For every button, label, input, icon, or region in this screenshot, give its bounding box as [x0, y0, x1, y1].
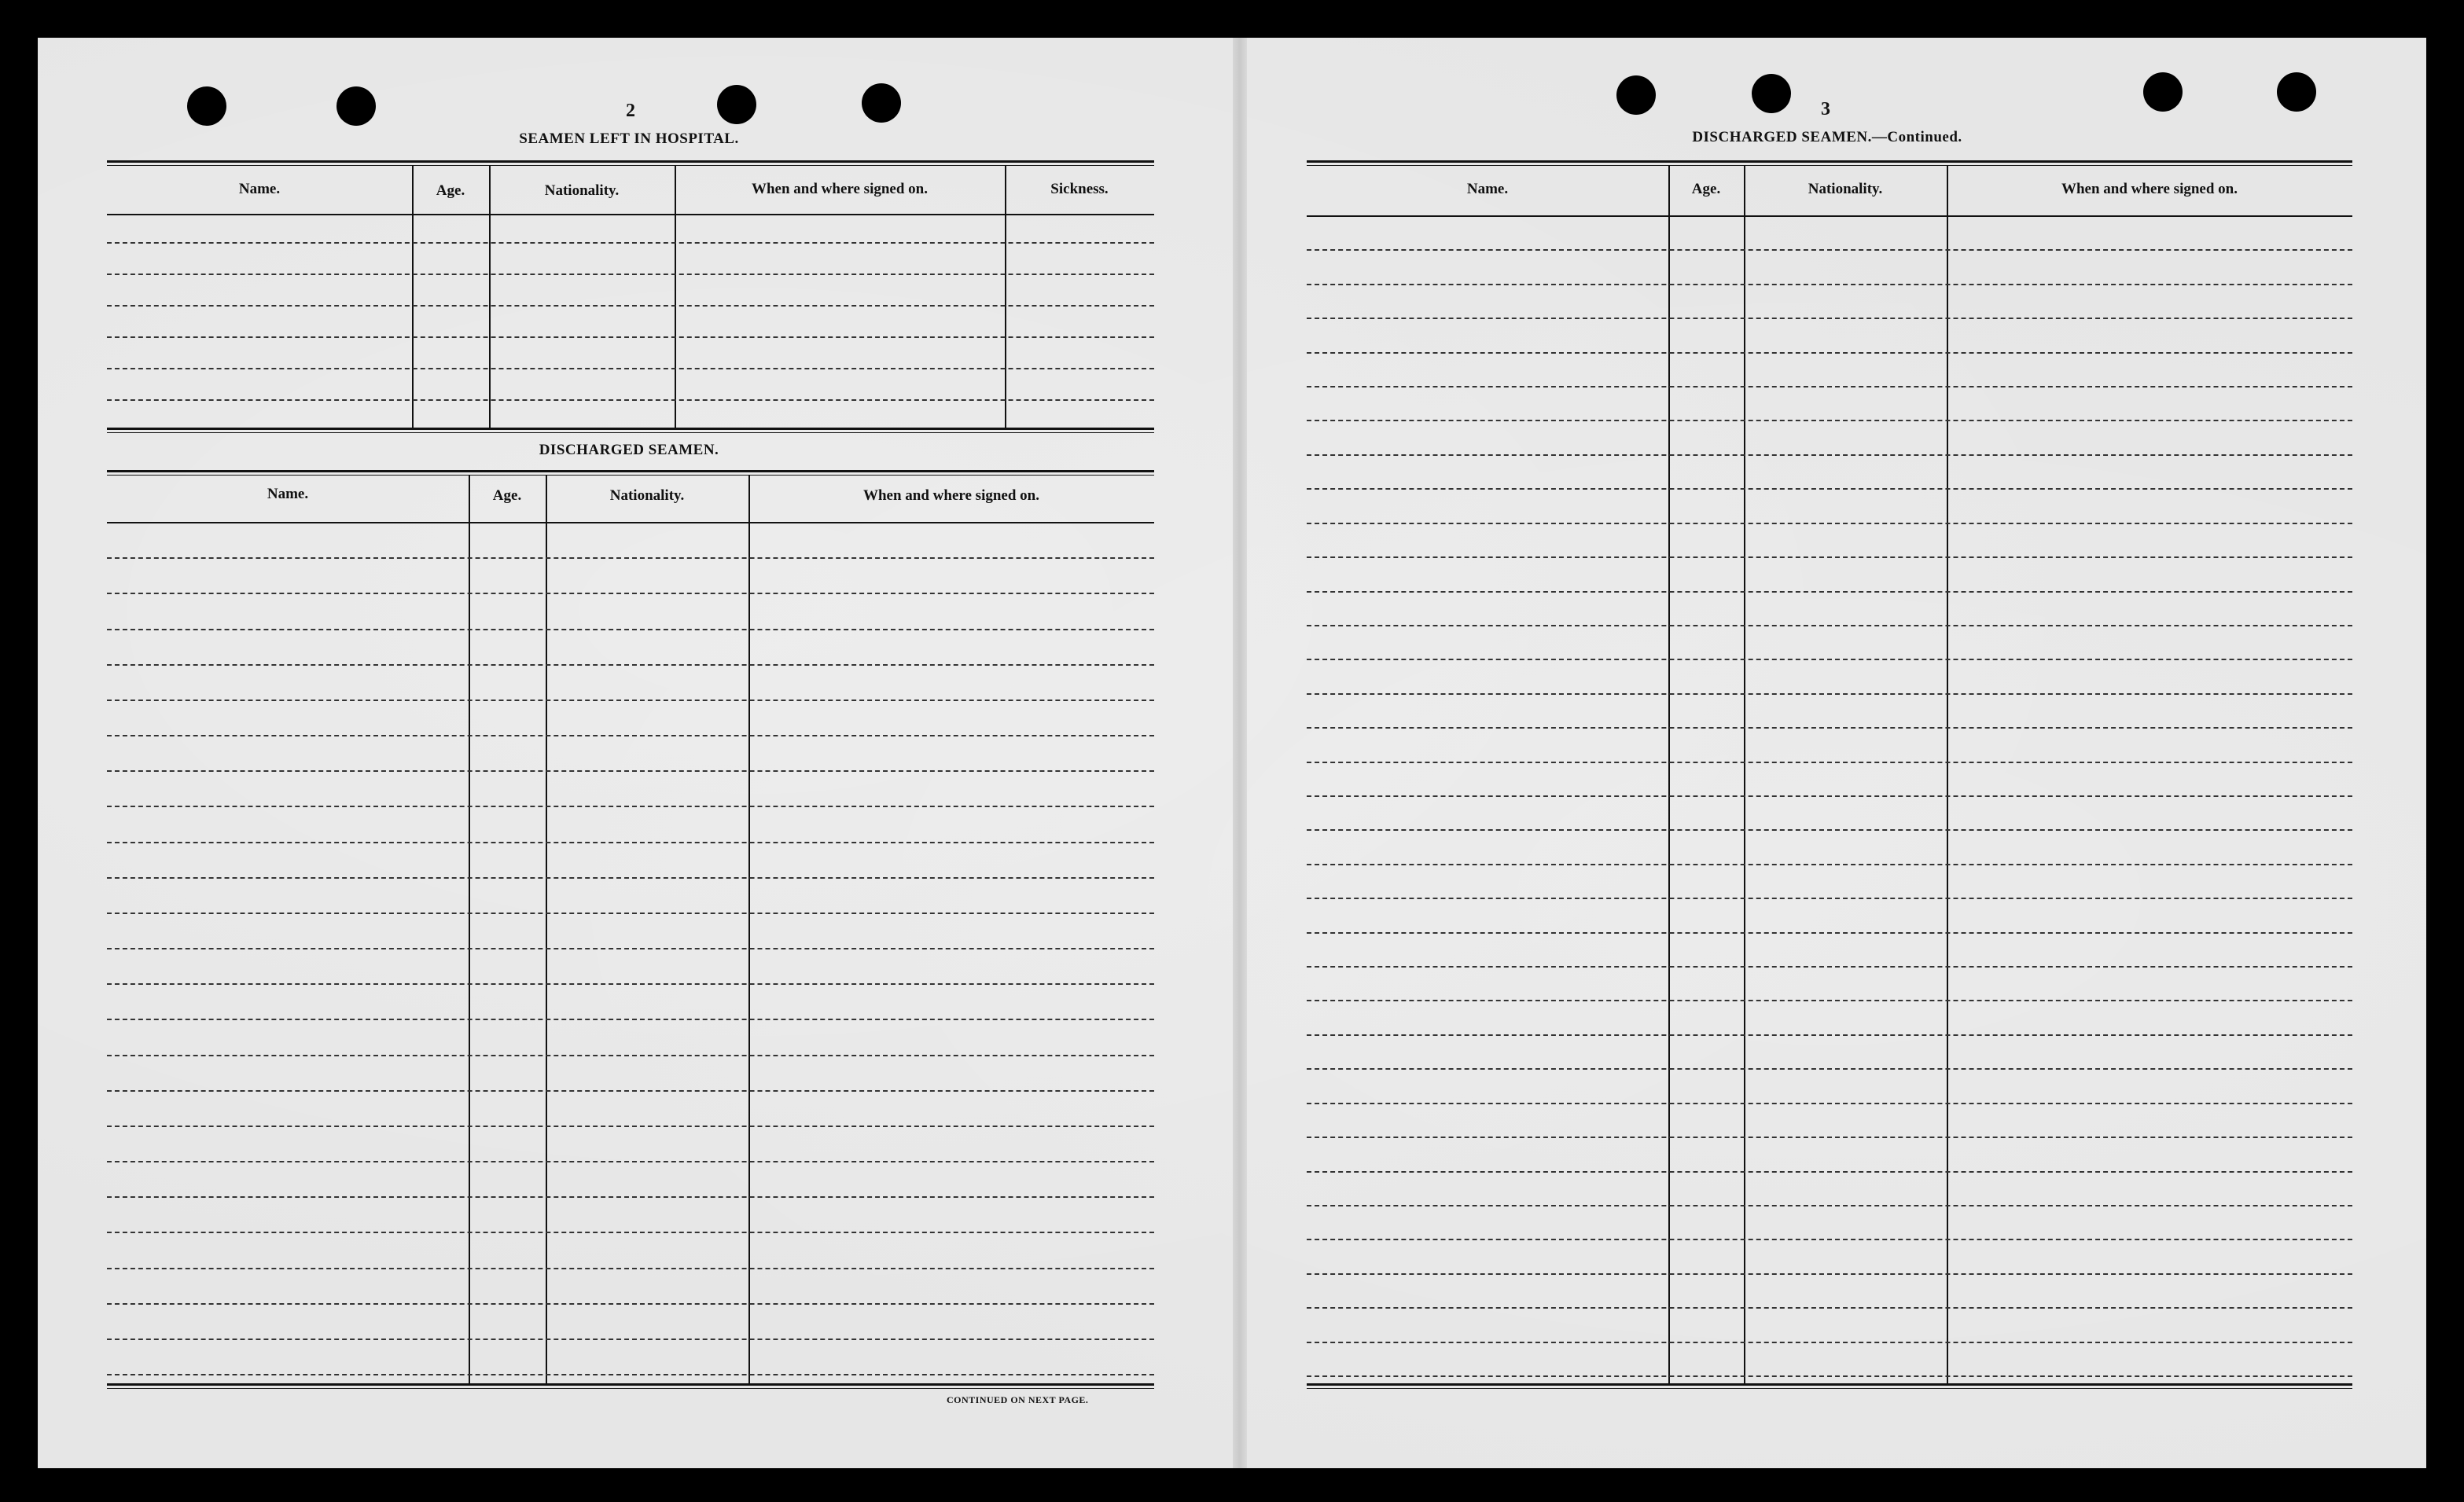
- table-row: [1307, 454, 2352, 456]
- punch-hole: [1616, 75, 1656, 115]
- punch-hole: [2143, 72, 2183, 112]
- table-row: [107, 877, 1154, 879]
- table-row: [107, 1303, 1154, 1305]
- col-sickness: Sickness.: [1050, 181, 1109, 197]
- punch-hole: [337, 86, 376, 126]
- col-when-where: When and where signed on.: [751, 181, 928, 197]
- table-row: [1307, 625, 2352, 626]
- table-row: [1307, 1375, 2352, 1377]
- page-fold: [1233, 38, 1247, 1468]
- table-row: [1307, 829, 2352, 831]
- table-row: [1307, 1171, 2352, 1173]
- col-nationality: Nationality.: [544, 182, 620, 199]
- col-nationality: Nationality.: [1808, 181, 1883, 197]
- table-row: [107, 770, 1154, 772]
- table-row: [1307, 352, 2352, 354]
- col-when-where: When and where signed on.: [2061, 181, 2238, 197]
- discharged-table: [107, 470, 1154, 1388]
- table-row: [107, 1126, 1154, 1127]
- table-row: [1307, 556, 2352, 558]
- table-row: [107, 983, 1154, 985]
- punch-hole: [1752, 74, 1791, 113]
- col-age: Age.: [436, 182, 465, 199]
- table-row: [1307, 386, 2352, 387]
- col-nationality: Nationality.: [609, 487, 685, 504]
- table-row: [1307, 249, 2352, 251]
- table-row: [107, 948, 1154, 949]
- discharged-continued-title: DISCHARGED SEAMEN.—Continued.: [1692, 129, 1962, 145]
- punch-hole: [862, 83, 901, 123]
- table-row: [107, 1161, 1154, 1162]
- table-row: [1307, 659, 2352, 660]
- punch-hole: [717, 85, 756, 124]
- col-name: Name.: [238, 181, 281, 197]
- table-row: [1307, 966, 2352, 968]
- table-row: [1307, 523, 2352, 524]
- table-row: [1307, 1342, 2352, 1343]
- table-row: [1307, 727, 2352, 729]
- table-row: [1307, 318, 2352, 319]
- table-row: [1307, 795, 2352, 797]
- table-row: [1307, 864, 2352, 865]
- col-when-where: When and where signed on.: [862, 487, 1039, 504]
- table-row: [107, 664, 1154, 666]
- table-row: [107, 842, 1154, 843]
- discharged-continued-table: [1307, 160, 2352, 1390]
- table-row: [1307, 1307, 2352, 1309]
- table-row: [1307, 1068, 2352, 1070]
- page-number-left: 2: [626, 101, 635, 121]
- table-row: [1307, 932, 2352, 934]
- table-row: [107, 700, 1154, 701]
- table-row: [107, 735, 1154, 736]
- discharged-section-title: DISCHARGED SEAMEN.: [539, 442, 719, 458]
- table-row: [107, 593, 1154, 594]
- table-row: [1307, 488, 2352, 490]
- table-row: [1307, 898, 2352, 899]
- table-row: [107, 806, 1154, 807]
- table-row: [1307, 1239, 2352, 1240]
- table-row: [1307, 1137, 2352, 1138]
- table-row: [1307, 420, 2352, 421]
- continued-note: CONTINUED ON NEXT PAGE.: [947, 1394, 1089, 1405]
- table-row: [107, 1055, 1154, 1056]
- table-row: [1307, 1205, 2352, 1206]
- page-number-right: 3: [1821, 99, 1830, 119]
- table-row: [107, 1196, 1154, 1198]
- hospital-table: [107, 160, 1154, 431]
- table-row: [107, 913, 1154, 914]
- table-row: [107, 1019, 1154, 1020]
- punch-hole: [187, 86, 226, 126]
- col-name: Name.: [267, 486, 309, 502]
- table-row: [107, 629, 1154, 630]
- table-row: [107, 1090, 1154, 1092]
- table-row: [1307, 284, 2352, 285]
- table-row: [1307, 1103, 2352, 1104]
- table-row: [107, 1268, 1154, 1269]
- table-row: [1307, 1000, 2352, 1001]
- table-row: [1307, 762, 2352, 763]
- table-row: [107, 1339, 1154, 1340]
- col-name: Name.: [1466, 181, 1509, 197]
- table-row: [107, 1232, 1154, 1233]
- col-age: Age.: [492, 487, 522, 504]
- table-row: [1307, 1034, 2352, 1036]
- col-age: Age.: [1691, 181, 1721, 197]
- hospital-section-title: SEAMEN LEFT IN HOSPITAL.: [519, 130, 739, 147]
- table-row: [107, 1374, 1154, 1375]
- table-row: [1307, 693, 2352, 695]
- punch-hole: [2277, 72, 2316, 112]
- table-row: [1307, 1273, 2352, 1275]
- table-row: [1307, 591, 2352, 593]
- table-row: [107, 557, 1154, 559]
